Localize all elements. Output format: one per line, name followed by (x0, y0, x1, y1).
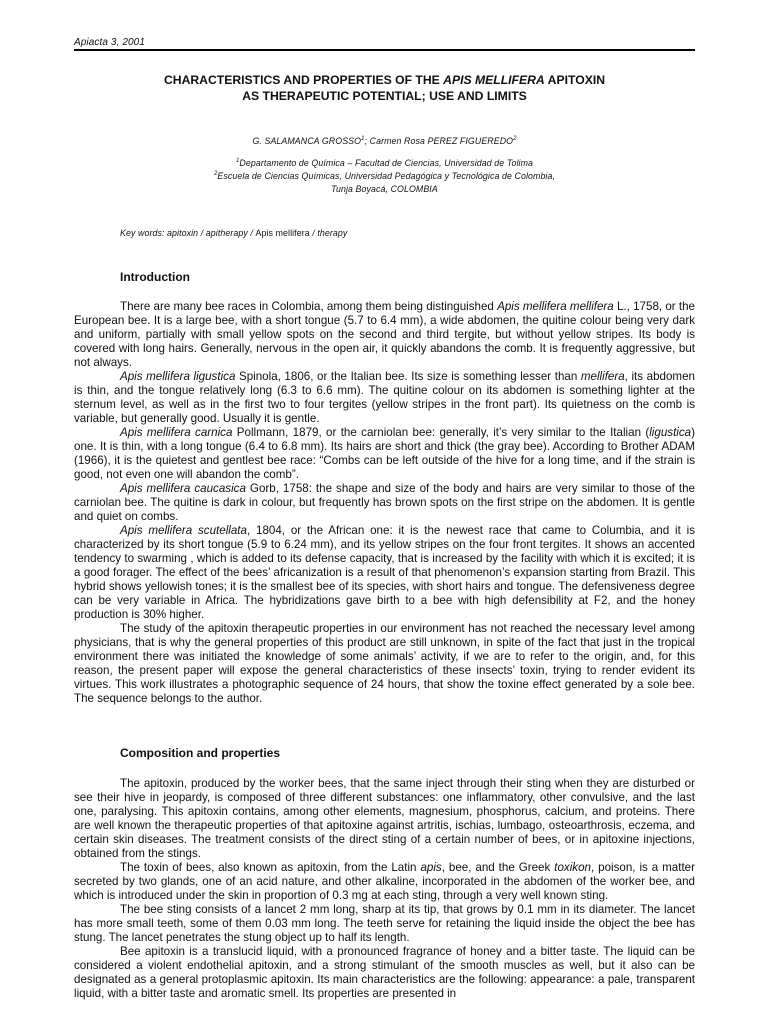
running-head: Apiacta 3, 2001 (74, 37, 145, 48)
composition-body (74, 777, 695, 1001)
introduction-body (74, 300, 695, 706)
affiliations (74, 157, 695, 196)
paragraph: Apis mellifera ligustica Spinola, 1806, or the Italian bee. Its size is something lesser than mellifera, its abdomen is thin, and the tongue relatively long (6.3 to 6.6 mm). The quitine colour on its abdomen is something lighter at the sternum level, as well as in the first two to four tergites (yellow stripes in the front part). Its quietness on the comb is variable, but generally good. Usually it is gentle. (74, 370, 695, 425)
paragraph: There are many bee races in Colombia, among them being distinguished Apis mellifera mellifera L., 1758, or the European bee. It is a large bee, with a short tongue (5.7 to 6.4 mm), a wide abdomen, the quitine colour being very dark and uniform, partially with small yellow spots on the second and third tergite, but without yellow stripes. Its body is covered with long hairs. Generally, nervous in the open air, it quickly abandons the comb. It is frequently aggressive, but not always. (74, 300, 695, 369)
paragraph: The apitoxin, produced by the worker bees, that the same inject through their sting when they are disturbed or see their hive in jeopardy, is composed of three different substances: one inflammatory, other convulsive, and the last one, paralysing. This apitoxin contains, among other elements, magnesium, phosphorus, calcium, and proteins. There are well known the therapeutic properties of that apitoxine against artritis, ischias, lumbago, osteoarthrosis, eczema, and certain skin diseases. The treatment consists of the direct sting of a certain number of bees, or in apitoxine injections, obtained from the stings. (74, 777, 695, 860)
paragraph: Apis mellifera caucasica Gorb, 1758: the shape and size of the body and hairs are very similar to those of the carniolan bee. The quitine is dark in colour, but frequently has brown spots on the first stripe on the abdomen. It is gentle and quiet on combs. (74, 482, 695, 523)
paragraph: The bee sting consists of a lancet 2 mm long, sharp at its tip, that grows by 0.1 mm in its diameter. The lancet has more small teeth, some of them 0.03 mm long. The teeth serve for retaining the liquid inside the object the bee has stung. The lancet penetrates the stung object up to half its length. (74, 903, 695, 944)
affiliation-2-city: Tunja Boyacá, COLOMBIA (331, 184, 438, 194)
author-line: G. SALAMANCA GROSSO$^1$; Carmen Rosa PEREZ FIGUEREDO$^2$ (252, 136, 517, 146)
paragraph: The study of the apitoxin therapeutic properties in our environment has not reached the necessary level among physicians, that is why the general properties of this product are still unknown, in spite of the fact that just in the tropical environment there was initiated the knowledge of some animals’ activity, if we are to refer to the origin, and, for this reason, the present paper will expose the general characteristics of these insects’ toxin, trying to render evident its virtues. This work illustrates a photographic sequence of 24 hours, that show the toxine effect generated by a sole bee. The sequence belongs to the author. (74, 622, 695, 705)
title-line-1: CHARACTERISTICS AND PROPERTIES OF THE APIS MELLIFERA APITOXIN (163, 73, 606, 87)
paragraph: The toxin of bees, also known as apitoxin, from the Latin apis, bee, and the Greek toxikon, poison, is a matter secreted by two glands, one of an acid nature, and other alkaline, incorporated in the abdomen of the worker bee, and which is introduced under the skin in proportion of 0.3 mg at each sting, through a very well known sting. (74, 861, 695, 902)
author-1: G. SALAMANCA GROSSO (252, 136, 362, 146)
title-line-2: AS THERAPEUTIC POTENTIAL; USE AND LIMITS (242, 89, 527, 103)
paper-title (74, 72, 695, 104)
paragraph: Apis mellifera scutellata, 1804, or the African one: it is the newest race that came to Columbia, and it is characterized by its short tongue (5.9 to 6.24 mm), and its yellow stripes on the four front tergites. It shows an accented tendency to swarming , which is added to its defense capacity, that is increased by the facility with which it is excited; it is a good forager. The effect of the bees’ africanization is a result of that phenomenon’s expansion starting from Brazil. This hybrid shows yellowish tones; it is the smallest bee of its species, with short hairs and tongue. The defensiveness degree can be very variable in Africa. The hybridizations gave birth to a bee with high defensibility at F2, and the honey production is 30% higher. (74, 524, 695, 621)
heading-composition: Composition and properties (120, 746, 281, 760)
affiliation-1: $^1$Departamento de Química – Facultad de Ciencias, Universidad de Tolima (235, 158, 534, 168)
affiliation-2: $^2$Escuela de Ciencias Químicas, Universidad Pedagógica y Tecnológica de Colombia, (213, 171, 556, 181)
paragraph: Apis mellifera carnica Pollmann, 1879, or the carniolan bee: generally, it’s very similar to the Italian (ligustica) one. It is thin, with a long tongue (6.4 to 6.8 mm). Its hairs are short and thick (the gray bee). According to Brother ADAM (1966), it is the quietest and gentlest bee race: “Combs can be left outside of the hive for a long time, and if the strain is good, not even one will abandon the comb”. (74, 426, 695, 481)
keywords: Key words: apitoxin / apitherapy / Apis mellifera / therapy (120, 228, 348, 238)
heading-introduction: Introduction (120, 270, 190, 284)
author-2: Carmen Rosa PEREZ FIGUEREDO (369, 136, 514, 146)
paragraph: Bee apitoxin is a translucid liquid, with a pronounced fragrance of honey and a bitter taste. The liquid can be considered a violent endothelial apitoxin, and a strong stimulant of the smooth muscles as well, but it also can be designated as a general protoplasmic apitoxin. Its main characteristics are the following: appearance: a pale, transparent liquid, with a bitter taste and aromatic smell. Its properties are presented in (74, 945, 695, 1000)
header-rule (74, 49, 695, 51)
